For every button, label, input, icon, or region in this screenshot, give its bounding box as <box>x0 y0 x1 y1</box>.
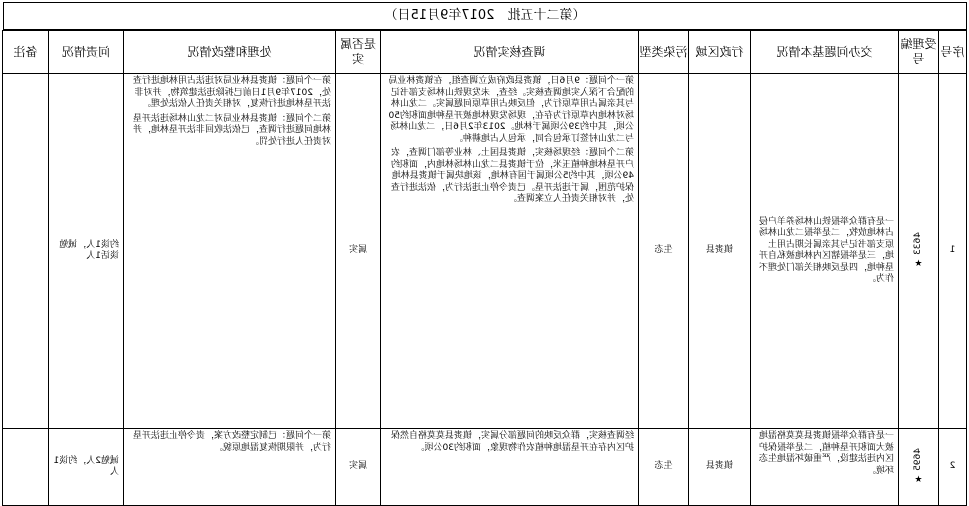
receipt-id: 4633 <box>912 231 923 255</box>
cell-handle <box>124 429 336 506</box>
handle-paragraph: 第一个问题：镇赉县林业局对违法占用林地进行查处，2017年9月1日前已拆除违法建筑物，并对非法开垦林地进行恢复，对相关责任人依法处理。 <box>132 76 331 109</box>
header-pollution: 污染类型 <box>639 31 689 74</box>
header-basic: 交办问题基本情况 <box>751 31 899 74</box>
cell-pollution: 生态 <box>639 429 689 506</box>
header-account: 问责情况 <box>49 31 124 74</box>
cell-region: 镇赉县 <box>689 429 751 506</box>
verify-paragraph: 第一个问题：9月6日，镇赉县政府成立调查组，在镇赉林业局的配合下深入实地调查核实。经查，未发现铁山林场支部书记与其亲属占用草原行为，但反映占用草原问题属实。二龙山林场对林地内草原行为存在，现场发现林地被开垦种地面积约50公顷，其中约39公顷属于林地。2013年2月6日，二龙山林场与二龙山村签订承包合同，承包人占地耕种。 <box>388 76 634 144</box>
cell-no: 2 <box>939 429 967 506</box>
cell-verify <box>381 74 639 429</box>
supervision-table <box>2 30 967 506</box>
header-row <box>3 31 967 74</box>
handle-paragraph: 第一个问题：已制定整改方案，责令停止违法开垦行为，并限期恢复湿地原貌。 <box>132 431 331 453</box>
header-verify: 调查核实情况 <box>381 31 639 74</box>
cell-note <box>3 429 49 506</box>
table-row <box>3 429 967 506</box>
cell-handle <box>124 74 336 429</box>
cell-region: 镇赉县 <box>689 74 751 429</box>
cell-pollution: 生态 <box>639 74 689 429</box>
header-id: 受理编号 <box>899 31 939 74</box>
cell-basic: 一是有群众举报铁山林场养羊户侵占林地放牧，二是举报二龙山林场原支部书记与其亲属长期占用土地，三是举报辖区内林地被私自开垦种地，四是反映相关部门处理不作为。 <box>751 74 899 429</box>
table-row <box>3 74 967 429</box>
header-handle: 处理和整改情况 <box>124 31 336 74</box>
cell-verify <box>381 429 639 506</box>
cell-id <box>899 74 939 429</box>
header-note: 备注 <box>3 31 49 74</box>
cell-basic: 一是有群众举报镇赉县莫莫格湿地被大面积开垦种植，二是举报保护区内违法建设，严重破坏湿地生态环境。 <box>751 429 899 506</box>
cell-account: 约谈1人，诫勉谈话1人 <box>49 74 124 429</box>
cell-no: 1 <box>939 74 967 429</box>
receipt-id: 4695 <box>912 447 923 471</box>
batch-title: （第二十五批 2017年9月15日） <box>3 2 967 30</box>
verify-paragraph: 经调查核实，群众反映的问题部分属实，镇赉县莫莫格自然保护区内存在开垦湿地种植农作物现象，面积约30公顷。 <box>390 431 634 453</box>
cell-note <box>3 74 49 429</box>
header-truth: 是否属实 <box>336 31 381 74</box>
star-mark: ★ <box>914 258 923 269</box>
verify-paragraph: 第二个问题：经现场核实，镇赉县国土、林业等部门调查，农户开垦林地种植玉米，位于镇赉县二龙山林场林地内，面积约49公顷，其中约5公顷属于国有林地，该地块属于镇赉县林地保护范围，属于违法开垦。已责令停止违法行为，依法进行查处，并对相关责任人立案调查。 <box>390 148 634 204</box>
header-region: 行政区域 <box>689 31 751 74</box>
cell-truth: 属实 <box>336 74 381 429</box>
cell-id <box>899 429 939 506</box>
star-mark: ★ <box>914 474 923 485</box>
cell-truth: 属实 <box>336 429 381 506</box>
header-no: 序号 <box>939 31 967 74</box>
cell-account: 诫勉2人，约谈1人 <box>49 429 124 506</box>
handle-paragraph: 第二个问题：镇赉县林业局对二龙山林场违法开垦林地问题进行调查，已依法收回非法开垦林地，并对责任人进行处罚。 <box>132 113 331 147</box>
